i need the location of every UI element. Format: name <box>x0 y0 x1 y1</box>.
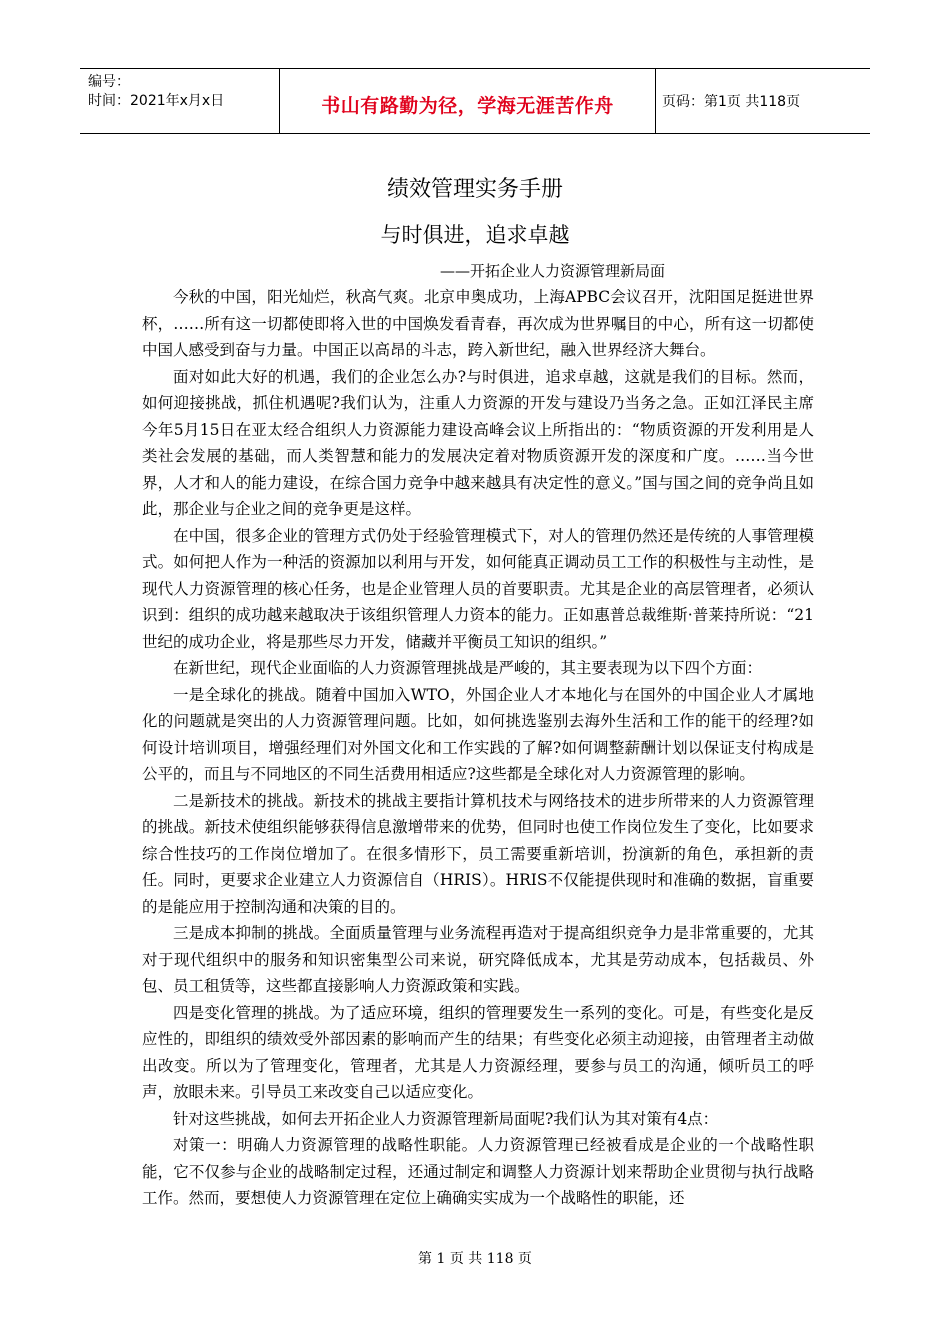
paragraph: 在中国，很多企业的管理方式仍处于经验管理模式下，对人的管理仍然还是传统的人事管理模式。如何把人作为一种活的资源加以利用与开发，如何能真正调动员工工作的积极性与主动性，是现代人力资源管理的核心任务，也是企业管理人员的首要职责。尤其是企业的高层管理者，必须认识到：组织的成功越来越取决于该组织管理人力资本的能力。正如惠普总裁维斯·普莱持所说：“21世纪的成功企业，将是那些尽力开发，储藏并平衡员工知识的组织。” <box>142 526 814 651</box>
paragraph: 对策一：明确人力资源管理的战略性职能。人力资源管理已经被看成是企业的一个战略性职能，它不仅参与企业的战略制定过程，还通过制定和调整人力资源计划来帮助企业贯彻与执行战略工作。然而，要想使人力资源管理在定位上确确实实成为一个战略性的职能，还 <box>142 1136 814 1207</box>
header-table <box>80 68 870 134</box>
paragraph: 今秋的中国，阳光灿烂，秋高气爽。北京申奥成功，上海APBC会议召开，沈阳国足挺进世界杯，……所有这一切都使即将入世的中国焕发看青春，再次成为世界嘱目的中心，所有这一切都使中国人感受到奋与力量。中国正以高昂的斗志，跨入新世纪，融入世界经济大舞台。 <box>142 288 814 359</box>
document-subtitle: 与时俱进，追求卓越 <box>380 223 570 247</box>
document-title: 绩效管理实务手册 <box>386 177 563 202</box>
header-motto-cell <box>280 69 656 133</box>
document-body <box>142 284 814 1212</box>
header-meta-cell <box>80 69 280 133</box>
paragraph: 针对这些挑战，如何去开拓企业人力资源管理新局面呢?我们认为其对策有4点： <box>173 1109 719 1128</box>
document-date-label: 时间：2021年x月x日 <box>88 93 225 109</box>
document-number-label: 编号： <box>88 74 130 90</box>
paragraph: 二是新技术的挑战。新技术的挑战主要指计算机技术与网络技术的进步所带来的人力资源管理的挑战。新技术使组织能够获得信息激增带来的优势，但同时也使工作岗位发生了变化，比如要求综合性技巧的工作岗位增加了。在很多情形下，员工需要重新培训，扮演新的角色，承担新的责任。同时，更要求企业建立人力资源信自（HRIS）。HRIS不仅能提供现时和准确的数据，盲重要的是能应用于控制沟通和决策的目的。 <box>142 791 814 916</box>
page-footer: 第 1 页 共 118 页 <box>418 1251 532 1267</box>
paragraph: 面对如此大好的机遇，我们的企业怎么办?与时俱进，追求卓越，这就是我们的目标。然而，如何迎接挑战，抓住机遇呢?我们认为，注重人力资源的开发与建设乃当务之急。正如江泽民主席今年5月15日在亚太经合组织人力资源能力建设高峰会议上所指出的：“物质资源的开发利用是人类社会发展的基础，而人类智慧和能力的发展决定着对物质资源开发的深度和广度。……当今世界，人才和人的能力建设，在综合国力竞争中越来越具有决定性的意义。”国与国之间的竞争尚且如此，那企业与企业之间的竞争更是这样。 <box>142 367 814 518</box>
paragraph: 一是全球化的挑战。随着中国加入WTO，外国企业人才本地化与在国外的中国企业人才属地化的问题就是突出的人力资源管理问题。比如，如何挑选鉴别去海外生活和工作的能干的经理?如何设计培训项目，增强经理们对外国文化和工作实践的了解?如何调整薪酬计划以保证支付构成是公平的，而且与不同地区的不同生活费用相适应?这些都是全球化对人力资源管理的影响。 <box>142 685 814 783</box>
paragraph: 在新世纪，现代企业面临的人力资源管理挑战是严峻的，其主要表现为以下四个方面： <box>173 659 763 677</box>
header-page-info: 页码：第1页 共118页 <box>662 94 801 110</box>
header-page-cell <box>656 69 870 133</box>
paragraph: 四是变化管理的挑战。为了适应环境，组织的管理要发生一系列的变化。可是，有些变化是反应性的，即组织的绩效受外部因素的影响而产生的结果；有些变化必须主动迎接，由管理者主动做出改变。所以为了管理变化，管理者，尤其是人力资源经理，要参与员工的沟通，倾听员工的呼声，放眼未来。引导员工来改变自己以适应变化。 <box>142 1003 814 1101</box>
header-motto: 书山有路勤为径，学海无涯苦作舟 <box>321 94 614 117</box>
paragraph: 三是成本抑制的挑战。全面质量管理与业务流程再造对于提高组织竞争力是非常重要的，尤其对于现代组织中的服务和知识密集型公司来说，研究降低成本，尤其是劳动成本，包括裁员、外包、员工租赁等，这些都直接影响人力资源政策和实践。 <box>142 924 814 995</box>
document-byline: ——开拓企业人力资源管理新局面 <box>440 262 666 280</box>
